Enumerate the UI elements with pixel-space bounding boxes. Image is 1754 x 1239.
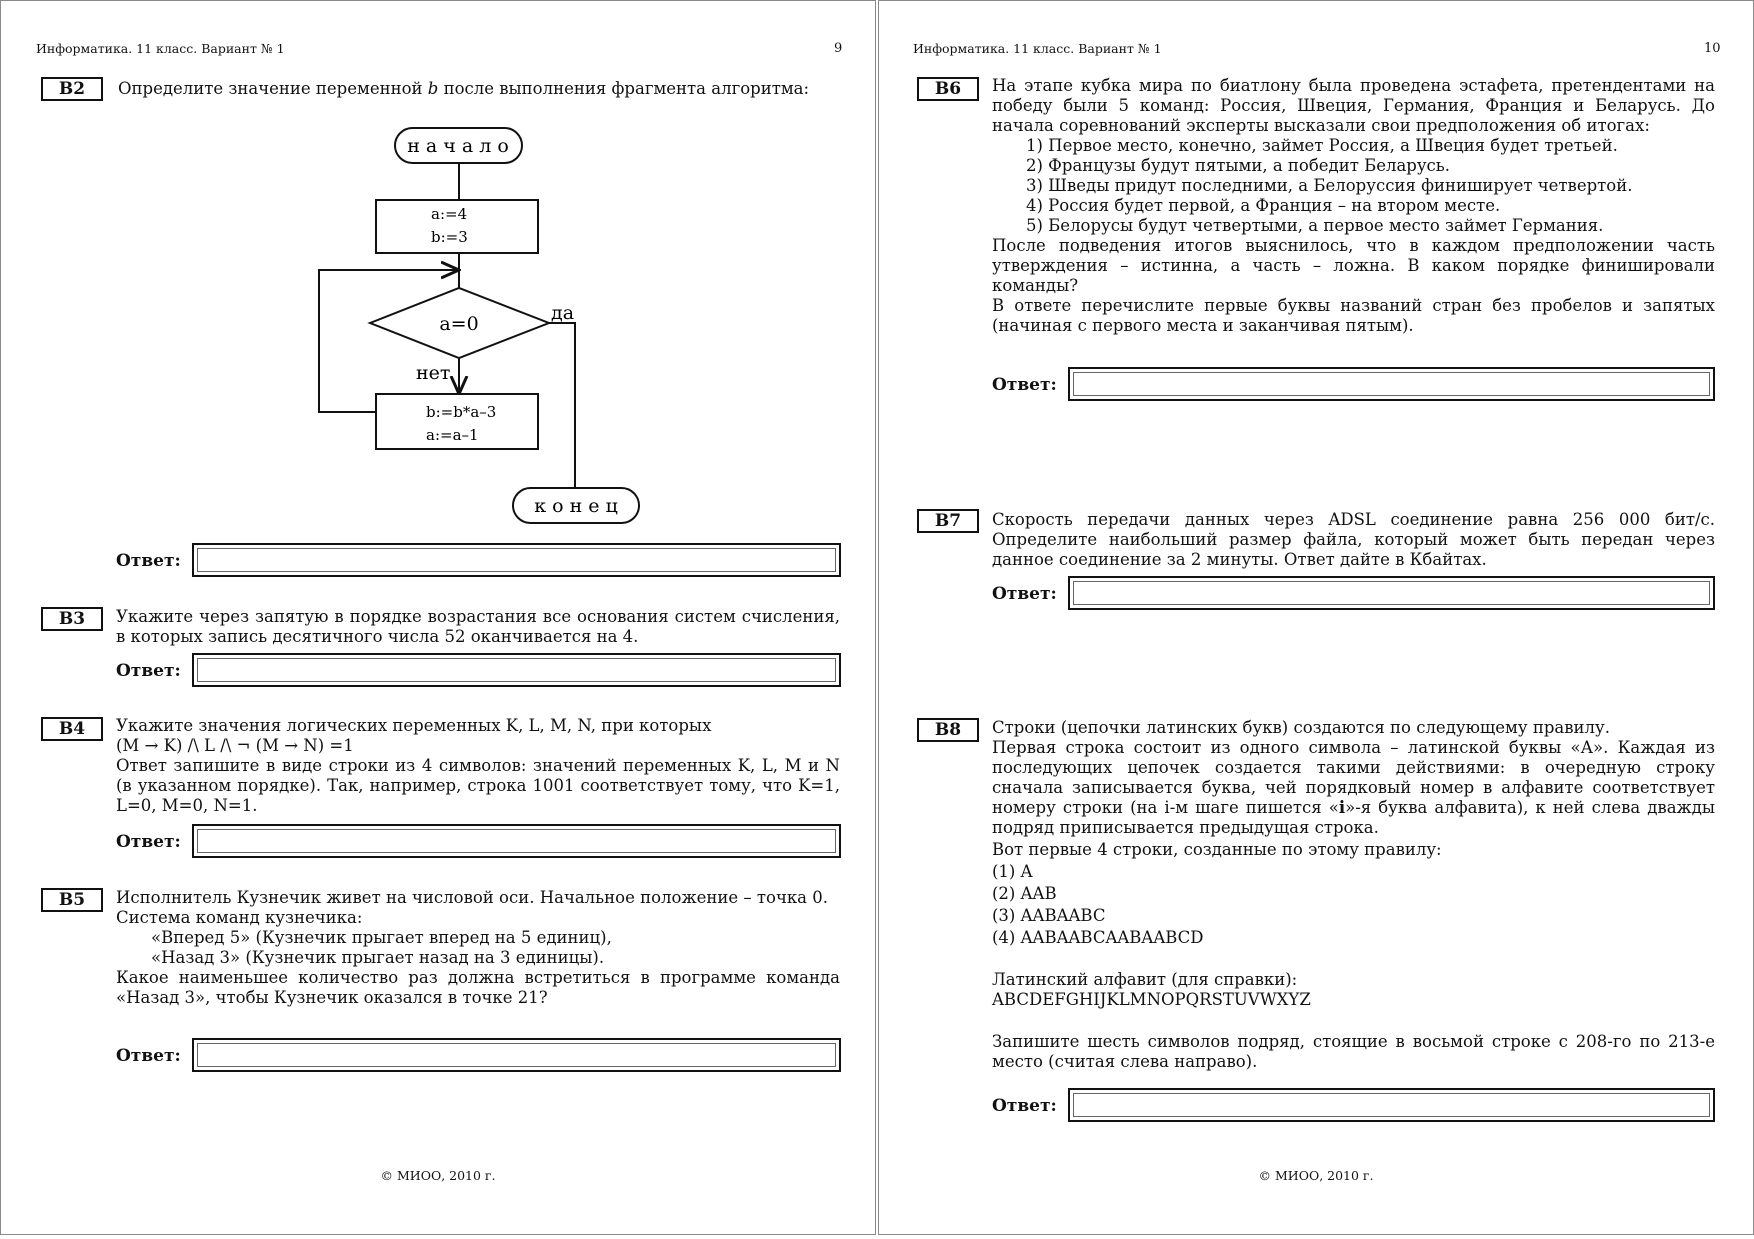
- answer-input-b4[interactable]: [192, 824, 841, 858]
- answer-label-b6: Ответ:: [992, 375, 1057, 395]
- task-text-b5-line2: Система команд кузнечика:: [116, 908, 363, 927]
- flowchart: [1, 1, 877, 541]
- flowchart-condition-label: a=0: [439, 313, 479, 335]
- task-text-b5-cmd1: «Вперед 5» (Кузнечик прыгает вперед на 5 единиц),: [151, 928, 612, 947]
- flowchart-init-line1: a:=4: [431, 205, 468, 223]
- task-text-b6-item: 3) Шведы придут последними, а Белоруссия финиширует четвертой.: [1026, 176, 1633, 195]
- task-text-b8-para-c: »-я буква алфавита), к ней слева дважды подряд приписывается предыдущая строка.: [992, 798, 1716, 837]
- task-text-b8-para-a: Первая строка состоит из одного символа – латинской буквы «А». Каждая из последующих цепочек создается такими действиями: в очередную строку сначала записывается буква, чей порядковый номер в алфавите соответствует номеру строки (на: [992, 738, 1715, 817]
- task-text-b6-item: 5) Белорусы будут четвертыми, а первое место займет Германия.: [1026, 216, 1604, 235]
- task-label-b3: B3: [41, 607, 103, 631]
- flowchart-yes-line: [549, 323, 575, 488]
- page-header: Информатика. 11 класс. Вариант № 1: [913, 41, 1162, 56]
- flowchart-init-line2: b:=3: [431, 228, 468, 246]
- task-text-b7: Скорость передачи данных через ADSL соединение равна 256 000 бит/с. Определите наибольший размер файла, который может быть передан через данное соединение за 2 минуты. Ответ дайте в Кбайтах.: [992, 510, 1715, 569]
- answer-label-b5: Ответ:: [116, 1046, 181, 1066]
- answer-input-b5[interactable]: [192, 1038, 841, 1072]
- answer-row-b4: [116, 824, 841, 858]
- task-text-b8-example: (2) AAB: [992, 884, 1057, 903]
- task-text-b8-example: (1) A: [992, 862, 1033, 881]
- task-text-b6-instruction: В ответе перечислите первые буквы названий стран без пробелов и запятых (начиная с первого места и заканчивая пятым).: [992, 296, 1715, 335]
- answer-label-b7: Ответ:: [992, 584, 1057, 604]
- task-label-b8: B8: [917, 718, 979, 742]
- task-text-b6: [992, 76, 1715, 336]
- task-label-b2: B2: [41, 77, 103, 101]
- task-text-b6-item: 2) Французы будут пятыми, а победит Беларусь.: [1026, 156, 1451, 175]
- answer-row-b6: [992, 367, 1715, 401]
- task-text-b8-first4: Вот первые 4 строки, созданные по этому правилу:: [992, 840, 1442, 859]
- task-text-b6-after: После подведения итогов выяснилось, что в каждом предположении часть утверждения – истинна, а часть – ложна. В каком порядке финишировали команды?: [992, 236, 1715, 295]
- page-header: Информатика. 11 класс. Вариант № 1: [36, 41, 285, 56]
- task-label-b7: B7: [917, 509, 979, 533]
- answer-input-b7[interactable]: [1068, 576, 1715, 610]
- task-text-b2-var: b: [427, 79, 439, 98]
- page-left: [0, 0, 876, 1235]
- task-text-b8-question: Запишите шесть символов подряд, стоящие в восьмой строке с 208-го по 213-е место (считая слева направо).: [992, 1032, 1715, 1071]
- answer-row-b8: [992, 1088, 1715, 1122]
- flowchart-body-line1: b:=b*a–3: [426, 403, 497, 421]
- task-text-b2-before: Определите значение переменной: [118, 79, 423, 98]
- task-text-b5-line3: Какое наименьшее количество раз должна встретиться в программе команда «Назад 3», чтобы Кузнечик оказался в точке 21?: [116, 968, 840, 1007]
- task-text-b6-intro: На этапе кубка мира по биатлону была проведена эстафета, претендентами на победу были 5 команд: Россия, Швеция, Германия, Франция и Беларусь. До начала соревнований эксперты высказали свои предположения об итогах:: [992, 76, 1715, 135]
- flowchart-start-label: н а ч а л о: [407, 135, 509, 157]
- task-text-b8-example: (3) AABAABC: [992, 906, 1106, 925]
- task-text-b8-para-b: -м шаге пишется «: [1169, 798, 1339, 817]
- task-text-b8-alphabet: ABCDEFGHIJKLMNOPQRSTUVWXYZ: [992, 990, 1311, 1009]
- page-footer: © МИОО, 2010 г.: [380, 1168, 496, 1183]
- answer-input-b8[interactable]: [1068, 1088, 1715, 1122]
- task-text-b4: [116, 716, 840, 816]
- task-text-b8-para-bold-i: i: [1338, 798, 1346, 817]
- task-text-b8-example: (4) AABAABCAABAABCD: [992, 928, 1204, 947]
- task-label-b4: B4: [41, 717, 103, 741]
- flowchart-end-label: к о н е ц: [534, 495, 618, 517]
- task-label-b5: B5: [41, 888, 103, 912]
- task-text-b8-para-i: i: [1164, 798, 1170, 817]
- answer-label-b3: Ответ:: [116, 661, 181, 681]
- task-text-b8-para: [992, 738, 1715, 838]
- task-text-b5: [116, 888, 840, 1008]
- answer-input-b2[interactable]: [192, 543, 841, 577]
- flowchart-no-label: нет: [416, 362, 451, 384]
- flowchart-body-line2: a:=a–1: [426, 426, 479, 444]
- task-text-b4-line3: Ответ запишите в виде строки из 4 символов: значений переменных K, L, M и N (в указанном порядке). Так, например, строка 1001 соответствует тому, что K=1, L=0, M=0, N=1.: [116, 756, 840, 815]
- task-text-b8-alphabet-label: Латинский алфавит (для справки):: [992, 970, 1298, 989]
- task-label-b6: B6: [917, 77, 979, 101]
- task-text-b4-line1: Укажите значения логических переменных K, L, M, N, при которых: [116, 716, 712, 735]
- page-right: [878, 0, 1754, 1235]
- task-text-b5-line1: Исполнитель Кузнечик живет на числовой оси. Начальное положение – точка 0.: [116, 888, 828, 907]
- answer-label-b4: Ответ:: [116, 832, 181, 852]
- answer-label-b8: Ответ:: [992, 1096, 1057, 1116]
- answer-row-b3: [116, 653, 841, 687]
- page-footer: © МИОО, 2010 г.: [1258, 1168, 1374, 1183]
- task-text-b6-item: 4) Россия будет первой, а Франция – на втором месте.: [1026, 196, 1501, 215]
- task-text-b5-cmd2: «Назад 3» (Кузнечик прыгает назад на 3 единицы).: [151, 948, 605, 967]
- task-text-b4-formula: (M → K) /\ L /\ ¬ (M → N) =1: [116, 736, 354, 755]
- task-text-b2-after: после выполнения фрагмента алгоритма:: [443, 79, 810, 98]
- answer-input-b3[interactable]: [192, 653, 841, 687]
- task-text-b3: Укажите через запятую в порядке возрастания все основания систем счисления, в которых запись десятичного числа 52 оканчивается на 4.: [116, 607, 840, 646]
- answer-input-b6[interactable]: [1068, 367, 1715, 401]
- page-number: 10: [1704, 41, 1721, 56]
- task-text-b6-item: 1) Первое место, конечно, займет Россия, а Швеция будет третьей.: [1026, 136, 1618, 155]
- flowchart-yes-label: да: [551, 302, 575, 324]
- answer-row-b5: [116, 1038, 841, 1072]
- task-text-b8: [992, 718, 1715, 1072]
- answer-label-b2: Ответ:: [116, 551, 181, 571]
- answer-row-b2: [116, 543, 841, 577]
- task-text-b8-line1: Строки (цепочки латинских букв) создаются по следующему правилу.: [992, 718, 1610, 737]
- page-number: 9: [834, 41, 843, 56]
- answer-row-b7: [992, 576, 1715, 610]
